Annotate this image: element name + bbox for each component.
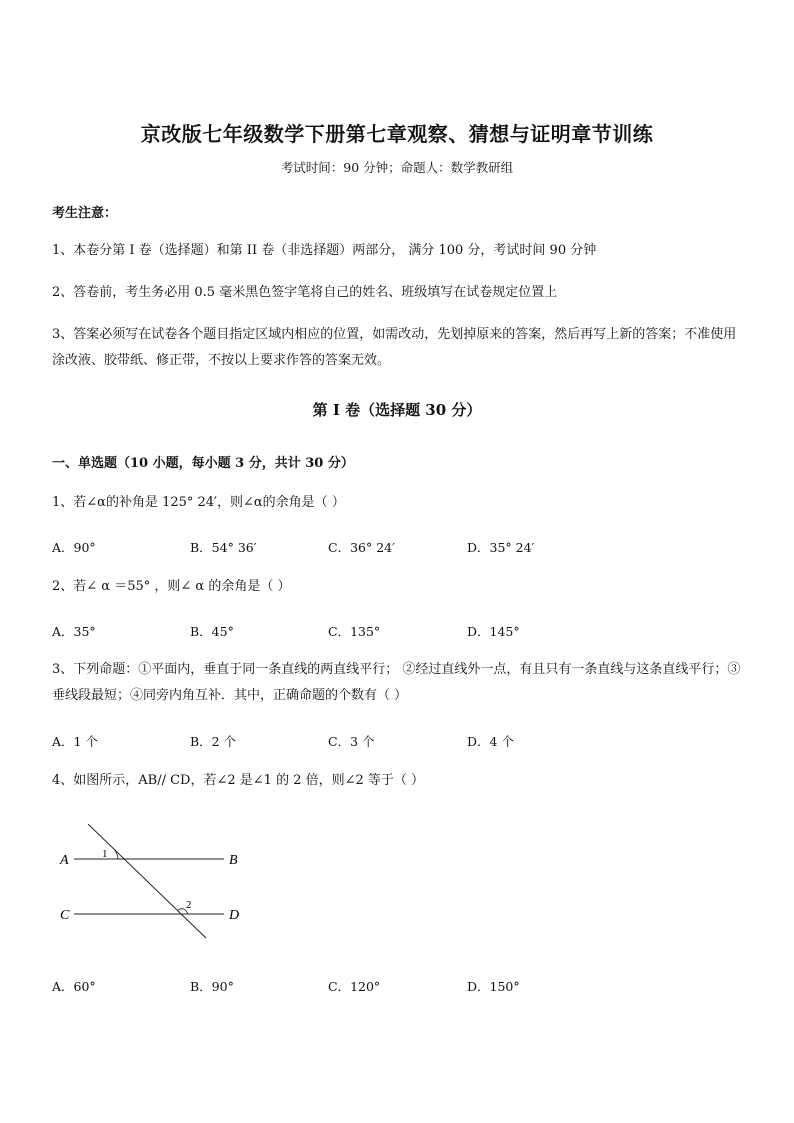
question-4-option-b[interactable]: B．90°	[190, 979, 234, 994]
question-2-option-b[interactable]: B．45°	[190, 624, 234, 639]
angle-1-label: 1	[102, 848, 108, 860]
question-3-stem: 3、下列命题：①平面内，垂直于同一条直线的两直线平行； ②经过直线外一点，有且只有一条直线与这条直线平行；③垂线段最短；④同旁内角互补．其中，正确命题的个数有（ ）	[52, 662, 741, 703]
point-d-label: D	[229, 908, 240, 923]
parallel-lines-figure	[52, 818, 262, 948]
section-heading: 一、单选题（10 小题，每小题 3 分，共计 30 分）	[52, 456, 354, 471]
question-4-stem: 4、如图所示，AB// CD，若∠2 是∠1 的 2 倍，则∠2 等于（ ）	[52, 773, 425, 788]
exam-info: 考试时间：90 分钟；命题人：数学教研组	[280, 160, 514, 175]
part-title: 第 I 卷（选择题 30 分）	[312, 401, 482, 419]
question-3-option-b[interactable]: B．2 个	[190, 734, 237, 749]
question-1-option-d[interactable]: D．35° 24′	[467, 540, 535, 555]
notice-item-3: 3、答案必须写在试卷各个题目指定区域内相应的位置，如需改动，先划掉原来的答案，然后再写上新的答案；不准使用涂改液、胶带纸、修正带，不按以上要求作答的答案无效。	[52, 327, 737, 368]
question-1-option-c[interactable]: C．36° 24′	[328, 540, 395, 555]
question-2-option-d[interactable]: D．145°	[467, 624, 520, 639]
question-3-option-c[interactable]: C．3 个	[328, 734, 375, 749]
question-1-stem: 1、若∠α的补角是 125° 24′，则∠α的余角是（ ）	[52, 495, 345, 510]
point-c-label: C	[60, 908, 70, 923]
question-4-option-d[interactable]: D．150°	[467, 979, 520, 994]
page-title: 京改版七年级数学下册第七章观察、猜想与证明章节训练	[140, 122, 654, 146]
notice-item-2: 2、答卷前，考生务必用 0.5 毫米黑色签字笔将自己的姓名、班级填写在试卷规定位置上	[52, 285, 558, 300]
question-2-option-a[interactable]: A．35°	[52, 624, 96, 639]
angle-2-label: 2	[186, 899, 192, 911]
transversal-line	[88, 824, 206, 938]
question-3-option-d[interactable]: D．4 个	[467, 734, 514, 749]
question-4-option-a[interactable]: A．60°	[52, 979, 96, 994]
question-4-option-c[interactable]: C．120°	[328, 979, 381, 994]
point-b-label: B	[229, 853, 238, 868]
notice-item-1: 1、本卷分第 I 卷（选择题）和第 II 卷（非选择题）两部分， 满分 100 分，考试时间 90 分钟	[52, 243, 597, 258]
question-1-option-b[interactable]: B．54° 36′	[190, 540, 257, 555]
question-1-option-a[interactable]: A．90°	[52, 540, 96, 555]
point-a-label: A	[60, 853, 69, 868]
question-2-stem: 2、若∠ α ＝55° ，则∠ α 的余角是（ ）	[52, 579, 291, 594]
question-3-option-a[interactable]: A．1 个	[52, 734, 98, 749]
question-2-option-c[interactable]: C．135°	[328, 624, 381, 639]
notice-heading: 考生注意：	[52, 206, 118, 221]
